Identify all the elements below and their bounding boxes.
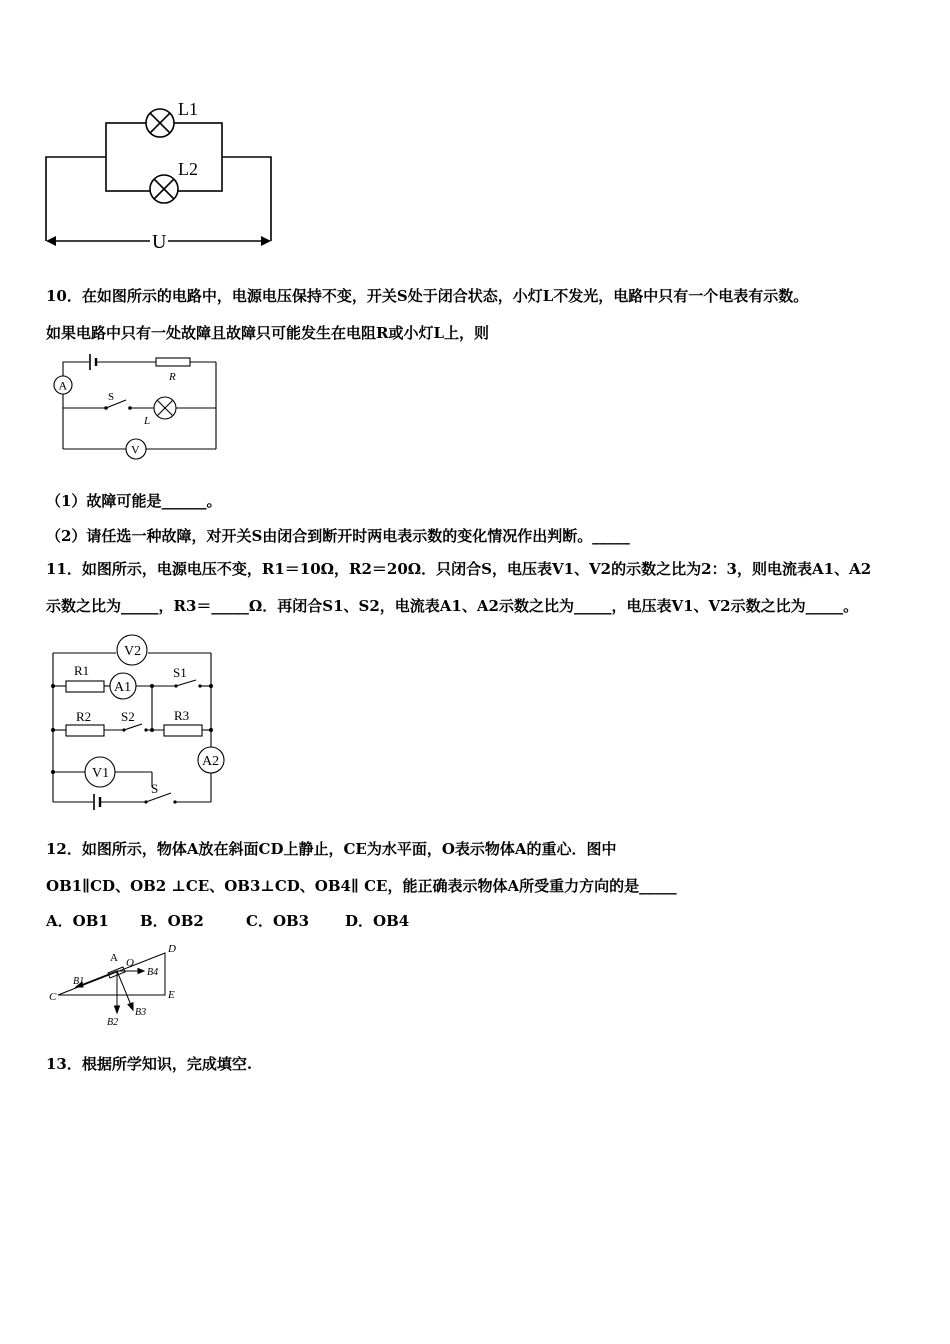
label-b1: B1 — [73, 976, 85, 987]
q12-option-a: A．OB1 — [46, 912, 109, 930]
label-r3: R3 — [174, 708, 190, 723]
q12-option-c: C．OB3 — [246, 912, 310, 930]
label-d: D — [168, 943, 176, 955]
label-l1: L1 — [178, 99, 198, 119]
label-v2: V2 — [124, 644, 142, 659]
label-s1: S1 — [173, 665, 187, 680]
q12-option-b: B．OB2 — [140, 912, 204, 930]
q12-option-d: D．OB4 — [345, 912, 410, 930]
label-b2: B2 — [107, 1017, 119, 1028]
label-s: S — [151, 781, 159, 796]
label-l: L — [144, 415, 151, 427]
label-a2: A2 — [202, 754, 220, 769]
label-b3: B3 — [135, 1007, 147, 1018]
label-r: R — [169, 371, 176, 383]
q13-line1: 13．根据所学知识，完成填空. — [46, 1055, 253, 1073]
lamp-icon — [150, 175, 178, 203]
q12-line1: 12．如图所示，物体A放在斜面CD上静止，CE为水平面，O表示物体A的重心．图中 — [46, 840, 617, 858]
label-a: A — [58, 378, 68, 393]
label-r2: R2 — [76, 709, 92, 724]
label-c: C — [49, 991, 57, 1003]
label-s: S — [108, 391, 115, 403]
figure-q11-circuit — [46, 630, 231, 815]
label-e: E — [168, 989, 175, 1001]
q10-line1: 10．在如图所示的电路中，电源电压保持不变，开关S处于闭合状态，小灯L不发光，电路中只有一个电表有示数。 — [46, 287, 809, 305]
label-a1: A1 — [114, 680, 132, 695]
figure-q10-circuit — [46, 352, 226, 462]
label-v1: V1 — [92, 766, 110, 781]
label-a: A — [110, 952, 118, 964]
label-s2: S2 — [121, 709, 135, 724]
q10-sub2: （2）请任选一种故障，对开关S由闭合到断开时两电表示数的变化情况作出判断。_____ — [46, 527, 630, 545]
label-v: V — [131, 442, 140, 457]
figure-q12-incline — [46, 940, 186, 1035]
q11-line1: 11．如图所示，电源电压不变，R1＝10Ω，R2＝20Ω．只闭合S，电压表V1、V2的示数之比为2：3，则电流表A1、A2 — [46, 560, 872, 578]
label-l2: L2 — [178, 159, 198, 179]
label-u: U — [152, 231, 167, 253]
q10-line2: 如果电路中只有一处故障且故障只可能发生在电阻R或小灯L上，则 — [46, 324, 490, 342]
q11-line2: 示数之比为_____，R3＝_____Ω．再闭合S1、S2，电流表A1、A2示数之比为_____，电压表V1、V2示数之比为_____。 — [46, 597, 859, 615]
q10-sub1: （1）故障可能是______。 — [46, 492, 222, 510]
label-b4: B4 — [147, 967, 159, 978]
label-r1: R1 — [74, 663, 90, 678]
lamp-icon — [154, 397, 176, 419]
lamp-icon — [146, 109, 174, 137]
figure-parallel-lamps — [40, 95, 280, 255]
q12-line2: OB1∥CD、OB2 ⊥CE、OB3⊥CD、OB4∥ CE，能正确表示物体A所受重力方向的是_____ — [46, 877, 677, 895]
label-o: O — [126, 957, 134, 969]
